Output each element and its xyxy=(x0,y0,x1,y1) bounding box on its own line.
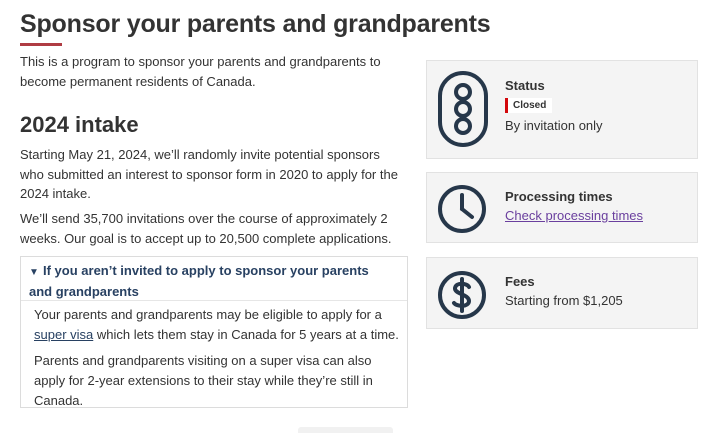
processing-times-link-wrapper xyxy=(505,208,643,223)
status-card xyxy=(426,60,698,159)
details-summary-text: If you aren’t invited to apply to sponsor your parents and grandparents xyxy=(29,263,369,299)
details-summary-label[interactable] xyxy=(29,261,389,301)
fees-card xyxy=(426,257,698,329)
intake-paragraph-1: Starting May 21, 2024, we’ll randomly invite potential sponsors who submitted an interest to sponsor form in 2020 to apply for the 2024 intake. xyxy=(20,147,398,201)
details-text-after-link: which lets them stay in Canada for 5 years at a time. xyxy=(93,327,399,342)
intake-paragraph-2: We’ll send 35,700 invitations over the course of approximately 2 weeks. Our goal is to accept up to 20,500 complete applications. xyxy=(20,211,392,246)
page-title: Sponsor your parents and grandparents xyxy=(20,10,491,38)
details-body xyxy=(34,305,399,417)
details-paragraph-1 xyxy=(34,305,399,345)
check-processing-times-link[interactable]: Check processing times xyxy=(505,208,643,223)
details-text-before-link: Your parents and grandparents may be eligible to apply for a xyxy=(34,307,382,322)
intake-heading: 2024 intake xyxy=(20,112,139,137)
dollar-icon xyxy=(437,270,487,325)
title-underline xyxy=(20,43,62,46)
partial-element-bottom xyxy=(298,427,393,433)
triangle-down-icon: ▼ xyxy=(29,267,39,278)
clock-icon xyxy=(437,184,487,239)
processing-times-card xyxy=(426,172,698,243)
super-visa-link[interactable]: super visa xyxy=(34,327,94,342)
traffic-light-icon xyxy=(437,71,489,152)
intro-text: This is a program to sponsor your parents and grandparents to become permanent residents of Canada. xyxy=(20,54,381,89)
details-summary[interactable] xyxy=(21,257,407,301)
details-paragraph-2: Parents and grandparents visiting on a super visa can also apply for 2-year extensions to their stay while they’re still in Canada. xyxy=(34,353,373,408)
status-badge: Closed xyxy=(505,98,552,113)
fees-title: Fees xyxy=(505,274,535,289)
status-title: Status xyxy=(505,78,545,93)
processing-times-title: Processing times xyxy=(505,189,613,204)
status-text: By invitation only xyxy=(505,118,603,133)
fees-text: Starting from $1,205 xyxy=(505,293,623,308)
not-invited-details xyxy=(20,256,408,408)
